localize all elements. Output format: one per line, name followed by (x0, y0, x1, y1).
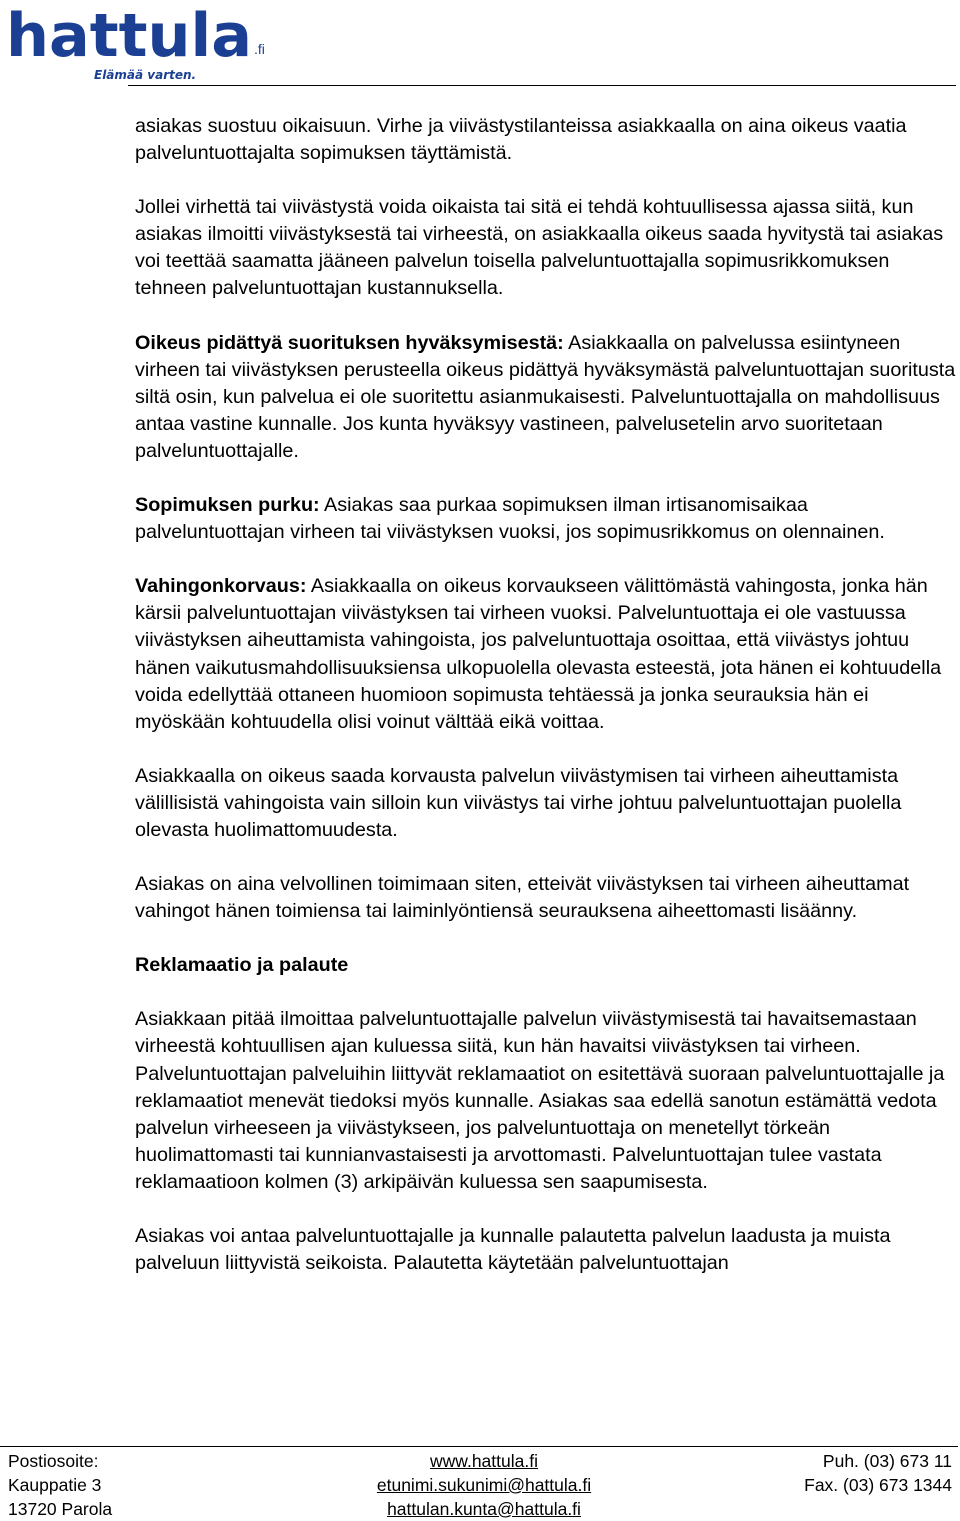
footer-address-label: Postiosoite: (8, 1451, 99, 1471)
paragraph: Asiakas voi antaa palveluntuottajalle ja kunnalle palautetta palvelun laadusta ja muista palveluun liittyvistä seikoista. Palautetta käytetään palveluntuottajan (135, 1225, 891, 1275)
document-body (135, 113, 957, 1304)
footer-divider (0, 1446, 958, 1447)
hattula-logo (6, 6, 281, 82)
email-link[interactable]: etunimi.sukunimi@hattula.fi (376, 1474, 592, 1495)
footer-fax: Fax. (03) 673 1344 (804, 1474, 952, 1495)
header-divider (128, 85, 956, 86)
paragraph (135, 330, 957, 465)
paragraph-text: Asiakkaalla on palvelussa esiintyneen virheen tai viivästyksen perusteella oikeus pidättyä hyväksymästä palveluntuottajan suoritusta siltä osin, kun palvelua ei ole suoritettu asianmukaisesti. Palveluntuottajalla on mahdollisuus antaa vastine kunnalle. Jos kunta hyväksyy vastineen, palvelusetelin arvo suoritetaan palveluntuottajalle. (135, 331, 956, 462)
municipality-email-link[interactable]: hattulan.kunta@hattula.fi (387, 1498, 581, 1519)
paragraph: Jollei virhettä tai viivästystä voida oikaista tai sitä ei tehdä kohtuullisessa ajassa siitä, kun asiakas ilmoitti viivästyksestä tai virheestä, on asiakkaalla oikeus saada hyvitystä tai asiakas voi teettää saamatta jääneen palvelun toisella palveluntuottajalla sopimusrikkomuksen tehneen palveluntuottajan kustannuksella. (135, 196, 944, 300)
logo-suffix: .fi (254, 41, 265, 57)
paragraph-lead: Vahingonkorvaus: (135, 575, 307, 598)
footer-address (8, 1450, 112, 1521)
paragraph-text: Asiakas saa purkaa sopimuksen ilman irtisanomisaikaa palveluntuottajan virheen tai viivästyksen vuoksi, jos sopimusrikkomus on olennainen. (135, 494, 885, 544)
footer-street: Kauppatie 3 (8, 1474, 102, 1495)
paragraph-lead: Sopimuksen purku: (135, 494, 320, 517)
footer-phone: Puh. (03) 673 11 (822, 1451, 952, 1471)
website-link[interactable]: www.hattula.fi (430, 1451, 538, 1471)
logo-tagline: Elämää varten. (94, 68, 197, 82)
paragraph (135, 492, 957, 546)
paragraph: Asiakas on aina velvollinen toimimaan siten, etteivät viivästyksen tai virheen aiheuttamat vahingot hänen toimiensa tai laiminlyöntiensä seurauksena aiheettomasti lisäänny. (135, 873, 910, 923)
footer-postal: 13720 Parola (8, 1498, 113, 1519)
paragraph: Asiakkaalla on oikeus saada korvausta palvelun viivästymisen tai virheen aiheuttamista välillisistä vahingoista vain silloin kun viivästys tai virhe johtuu palveluntuottajan puolella olevasta huolimattomuudesta. (135, 764, 902, 841)
footer-links (359, 1450, 609, 1521)
paragraph-text: Asiakkaalla on oikeus korvaukseen välittömästä vahingosta, jonka hän kärsii palveluntuottajan viivästyksen tai virheen vuoksi. Palveluntuottaja ei ole vastuussa viivästyksen aiheuttamista vahingoista, jos palveluntuottaja osoittaa, että viivästys johtuu hänen vaikutusmahdollisuuksiensa ulkopuolella olevasta esteestä, jota hänen ei kohtuudella voida edellyttää ottaneen huomioon sopimusta tehtäessä ja jonka seurauksia hän ei myöskään kohtuudella olisi voinut välttää eikä voittaa. (135, 575, 942, 733)
paragraph: asiakas suostuu oikaisuun. Virhe ja viivästystilanteissa asiakkaalla on aina oikeus vaatia palveluntuottajalta sopimuksen täyttämistä. (135, 115, 907, 165)
paragraph-lead: Oikeus pidättyä suorituksen hyväksymisestä: (135, 331, 564, 354)
paragraph: Asiakkaan pitää ilmoittaa palveluntuottajalle palvelun viivästymisestä tai havaitsemastaan virheestä kohtuullisen ajan kuluessa siitä, kun hän havaitsi viivästyksen tai virheen. Palveluntuottajan palveluihin liittyvät reklamaatiot on esitettävä suoraan palveluntuottajalle ja reklamaatiot menevät tiedoksi myös kunnalle. Asiakas saa edellä sanotun estämättä vedota palvelun virheeseen ja viivästykseen, jos palveluntuottaja on menetellyt törkeän huolimattomasti tai kunnianvastaisesti ja arvottomasti. Palveluntuottajan tulee vastata reklamaatioon kolmen (3) arkipäivän kuluessa sen saapumisesta. (135, 1008, 945, 1193)
paragraph (135, 573, 957, 736)
logo-wordmark: hattula (6, 6, 252, 71)
footer-contact (804, 1450, 952, 1498)
section-heading: Reklamaatio ja palaute (135, 954, 349, 977)
